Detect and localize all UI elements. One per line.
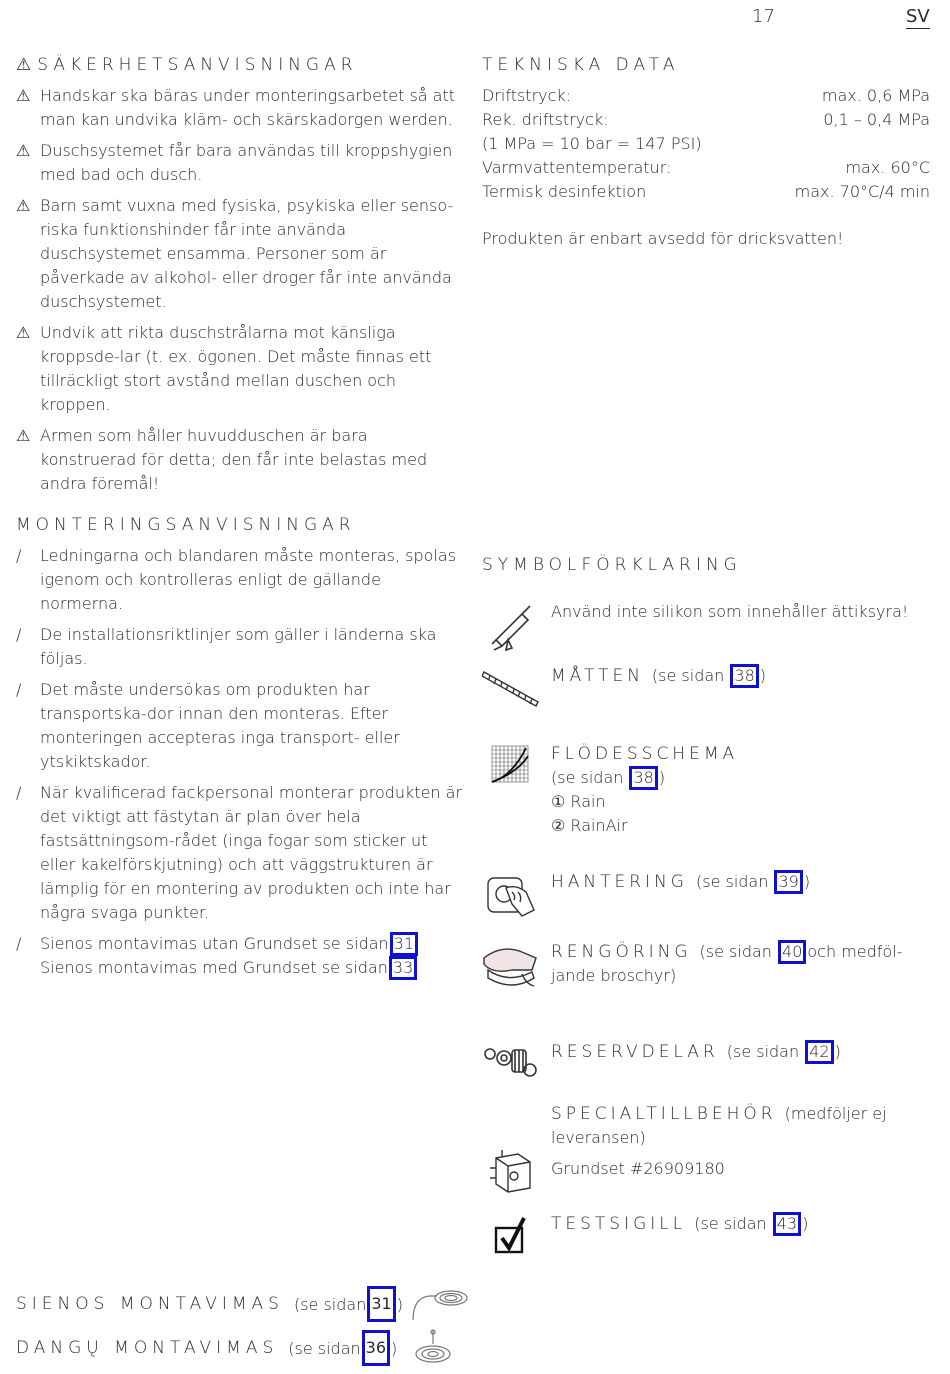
hand-operating-icon [482,870,540,922]
mounting-list [16,544,464,980]
page-link-31[interactable]: 31 [367,1286,395,1322]
special-text [551,1102,926,1181]
technical-section [482,54,930,251]
page-link-43[interactable]: 43 [773,1212,801,1236]
left-column [16,54,464,987]
flow-item-rainair: ② RainAir [551,816,628,835]
dimensions-text [551,664,926,688]
spec-value: 0,1 – 0,4 MPa [823,110,930,129]
ref-text: (se sidan [551,768,624,787]
list-item [16,781,464,925]
list-item [16,544,464,616]
spec-label: Termisk desinfektion [482,182,647,201]
list-item-text: Barn samt vuxna med fysiska, psykiska eller senso-riska funktionshinder får inte använda duschsystemet ensamma. Personer som är påverkade av alkohol- eller droger får inte använda duschsystemet. [40,196,454,311]
list-item-text: Armen som håller huvudduschen är bara konstruerad för detta; den får inte belastas med andra föremål! [40,426,428,493]
drinking-water-note: Produkten är enbart avsedd för dricksvatten! [482,229,844,248]
warning-icon: ⚠ [16,323,31,342]
slash-bullet: / [16,934,22,953]
language-code: SV [906,6,930,27]
list-item-text: Sienos montavimas med Grundset se sidan [40,958,388,977]
list-item-text: Handskar ska bäras under monteringsarbetet så att man kan undvika kläm- och skärskadorgen werden. [40,86,456,129]
spec-row [482,180,930,204]
page-link-33[interactable]: 33 [389,956,417,980]
ceiling-mounting-title: DANGŲ MONTAVIMAS [16,1338,279,1358]
spec-row [482,84,930,108]
ref-text: (se sidan [695,872,769,891]
list-item-text: De installationsriktlinjer som gäller i länderna ska följas. [40,625,437,668]
spare-parts-icon [482,1040,540,1092]
pressure-conversion: (1 MPa = 10 bar = 147 PSI) [482,134,702,153]
spec-row [482,108,930,132]
ref-rest: och medföl-jande broschyr) [551,942,903,985]
flow-chart-icon [482,742,540,794]
spec-label: Driftstryck: [482,86,572,105]
spec-value: max. 60°C [845,158,930,177]
page-link-39[interactable]: 39 [774,870,802,894]
flow-text [551,742,926,838]
test-text [551,1212,926,1236]
page-link-42[interactable]: 42 [805,1040,833,1064]
ref-text: (se sidan [726,1042,800,1061]
page-number: 17 [752,6,775,27]
grundset-text: Grundset #26909180 [551,1159,725,1178]
warning-icon: ⚠ [16,141,31,160]
safety-heading [16,54,464,76]
silicone-gun-icon [482,600,540,652]
safety-title: SÄKERHETSANVISNINGAR [37,55,358,75]
spare-title: RESERVDELAR [551,1042,719,1062]
test-title: TESTSIGILL [551,1214,687,1234]
ref-close: ) [396,1294,403,1314]
dimensions-title: MÅTTEN [551,666,644,686]
warning-icon: ⚠ [16,196,31,215]
warning-icon: ⚠ [16,86,31,105]
ceiling-mounting-row [16,1328,463,1368]
slash-bullet: / [16,680,22,699]
checkbox-icon [482,1212,540,1264]
page-link-31[interactable]: 31 [390,932,418,956]
list-item [16,321,464,417]
ref-text: (se sidan [694,1214,767,1233]
ref-close: ) [803,872,811,891]
warning-icon: ⚠ [16,426,31,445]
list-item-text: Undvik att rikta duschstrålarna mot känsliga kroppsde-lar (t. ex. ögonen. Det måste finnas ett tillräckligt stort avstånd mellan duschen och kroppen. [40,323,432,414]
technical-heading: TEKNISKA DATA [482,55,680,75]
spec-value: max. 0,6 MPa [821,86,930,105]
ref-close: ) [759,666,766,685]
slash-bullet: / [16,783,22,802]
list-item [16,139,464,187]
mounting-heading: MONTERINGSANVISNINGAR [16,515,356,535]
spec-row [482,156,930,180]
ruler-icon [482,664,540,716]
flow-title: FLÖDESSCHEMA [551,744,739,764]
list-item [16,623,464,671]
list-item [16,678,464,774]
special-rest: (medföljer ej leveransen) [551,1104,887,1147]
symbols-heading: SYMBOLFÖRKLARING [482,555,742,575]
list-item-text: Ledningarna och blandaren måste monteras, spolas igenom och kontrolleras enligt de gällande normerna. [40,546,457,613]
flow-item-rain: ① Rain [551,792,606,811]
safety-list [16,84,464,496]
silicone-text: Använd inte silikon som innehåller ättiksyra! [551,602,909,621]
cleaning-text [551,940,926,988]
spare-text [551,1040,926,1064]
slash-bullet: / [16,625,22,644]
slash-bullet: / [16,546,22,565]
wall-shower-icon [409,1284,469,1324]
list-item-text: När kvalificerad fackpersonal monterar produkten är det viktigt att fästytan är plan över hela fastsättningsom-rådet (inga fogar som sticker ut eller kakelförskjutning) och att väggstrukturen är lämplig för en montering av produkten och inte har några svaga punkter. [40,783,463,922]
ceiling-shower-icon [403,1328,463,1368]
list-item-text: Det måste undersökas om produkten har transportska-dor innan den monteras. Efter monteringen accepteras inga transport- eller ytskiktskador. [40,680,400,771]
page-link-36[interactable]: 36 [362,1330,390,1366]
spec-label: Rek. driftstryck: [482,110,609,129]
ref-close: ) [802,1214,809,1233]
ref-text: (se sidan [699,942,772,961]
page-link-40[interactable]: 40 [778,940,806,964]
warning-icon: ⚠ [16,55,32,75]
handling-text [551,870,926,894]
list-item [16,194,464,314]
page-link-38[interactable]: 38 [629,766,657,790]
ref-close: ) [391,1338,398,1358]
technical-table [482,84,930,204]
handling-title: HANTERING [551,872,688,892]
list-item [16,84,464,132]
cleaning-title: RENGÖRING [551,942,692,962]
ref-close: ) [834,1042,841,1061]
list-item [16,932,464,980]
ref-text: (se sidan [293,1294,367,1314]
spec-value: max. 70°C/4 min [794,182,930,201]
page-link-38[interactable]: 38 [730,664,758,688]
cleaning-hand-icon [482,940,540,992]
ref-close: ) [658,768,666,787]
special-title: SPECIALTILLBEHÖR [551,1104,777,1124]
list-item [16,424,464,496]
spec-label: Varmvattentemperatur: [482,158,672,177]
wall-mounting-title: SIENOS MONTAVIMAS [16,1294,284,1314]
ref-text: (se sidan [651,666,725,685]
grundset-box-icon [482,1148,540,1200]
ref-text: (se sidan [288,1338,361,1358]
list-item-text: Sienos montavimas utan Grundset se sidan [40,934,389,953]
wall-mounting-row [16,1284,469,1324]
list-item-text: Duschsystemet får bara användas till kroppshygien med bad och dusch. [40,141,453,184]
